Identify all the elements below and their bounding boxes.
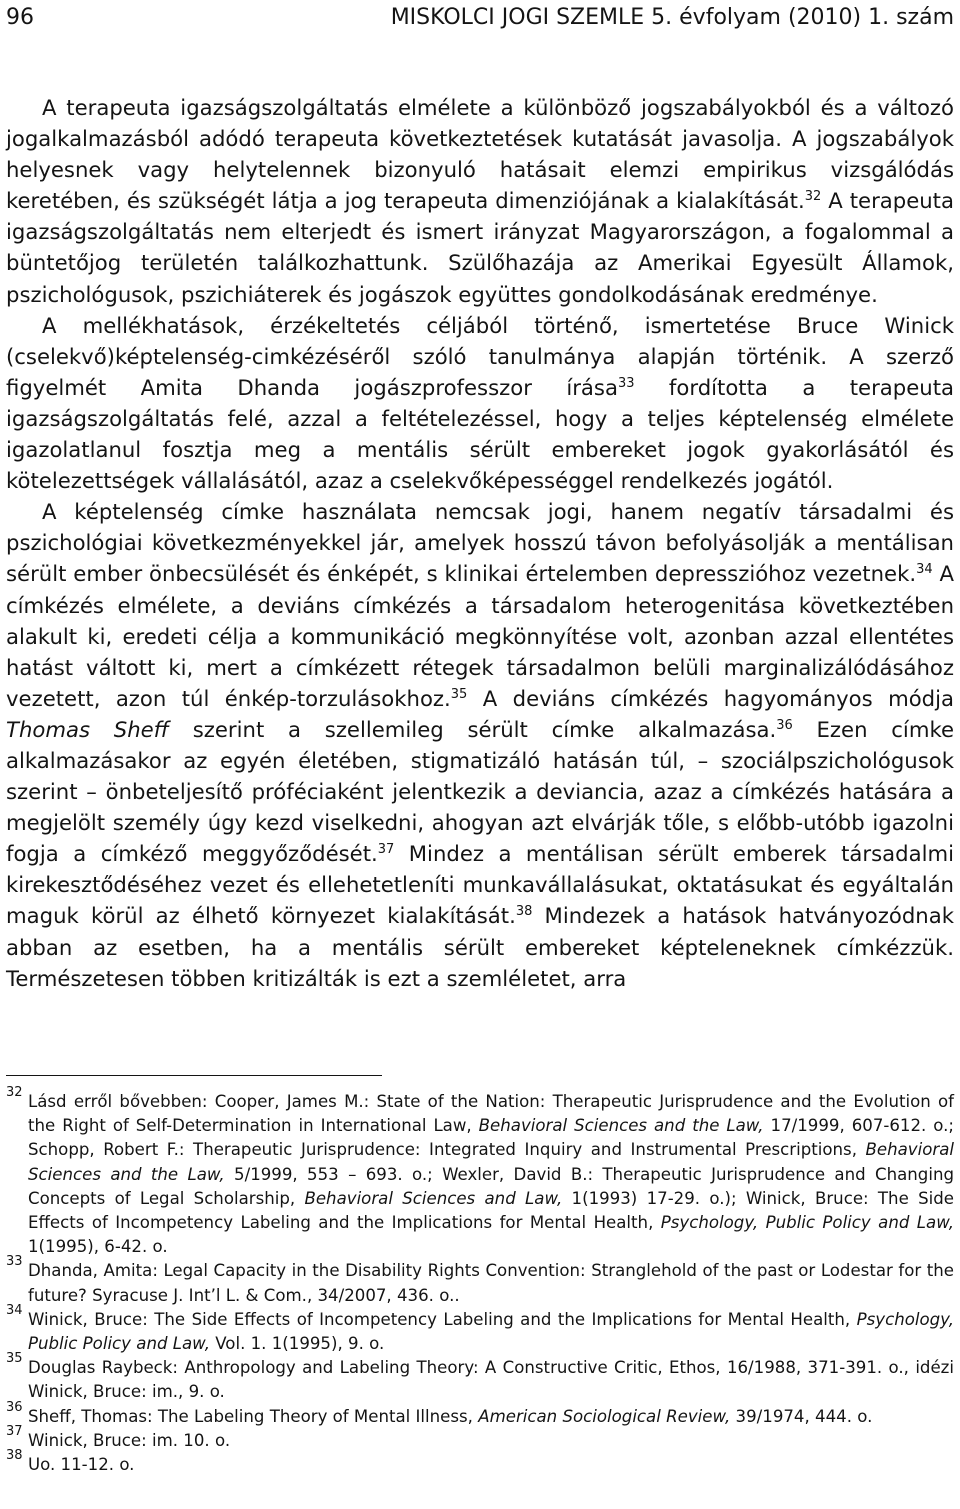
italic-text: Behavioral Sciences and the Law, <box>478 1116 764 1136</box>
text-run: 17/1999, 607-612. o.; Schopp, Robert F.: Therapeutic Jurisprudence: Integrated Inquiry and Instrumental Prescriptions, <box>28 1116 954 1160</box>
footnote <box>6 1254 954 1307</box>
document-page <box>6 0 954 1509</box>
italic-text: Behavioral Sciences and Law, <box>304 1188 563 1208</box>
footnote-ref: 36 <box>776 717 793 733</box>
text-run: szerint a szellemileg sérült címke alkalmazása. <box>168 716 777 742</box>
text-run: Dhanda, Amita: Legal Capacity in the Disability Rights Convention: Stranglehold of the past or Lodestar for the future? Syracuse J. Int’l L. & Com., 34/2007, 436. o.. <box>28 1261 954 1305</box>
footnote <box>6 1085 955 1259</box>
text-run: Uo. 11-12. o. <box>28 1455 135 1475</box>
text-run: Lásd erről bővebben: Cooper, James M.: State of the Nation: Therapeutic Jurisprudence and the Evolution of the Right of Self-Determination in International Law, <box>28 1092 954 1136</box>
footnote <box>6 1302 954 1356</box>
footnote-number: 37 <box>6 1423 23 1439</box>
page-number: 96 <box>6 5 34 30</box>
paragraph <box>6 496 954 994</box>
footnote-number: 35 <box>6 1351 23 1367</box>
footnote <box>6 1448 954 1477</box>
text-run: Mindezek a hatások hatványozódnak abban az esetben, ha a mentális sérült embereket képteleneknek címkézzük. Természetesen többen kritizálták is ezt a szemléletet, arra <box>6 903 954 991</box>
text-run: A képtelenség címke használata nemcsak jogi, hanem negatív társadalmi és pszichológiai következményekkel jár, amelyek hosszú távon befolyásolják a mentálisan sérült ember önbecsülését és énképét, s klinikai értelemben depresszióhoz vezetnek. <box>6 499 954 587</box>
footnote-number: 32 <box>6 1085 23 1100</box>
footnote-number: 36 <box>6 1399 23 1415</box>
text-run: Winick, Bruce: The Side Effects of Incompetency Labeling and the Implications for Mental Health, <box>28 1309 857 1329</box>
text-run: A terapeuta igazságszolgáltatás elmélete a különböző jogszabályokból és a változó jogalkalmazásból adódó terapeuta következtetések kutatását javasolja. A jogszabályok helyesnek vagy helytelennek bizonyuló hatásait elemzi empirikus vizsgálódás keretében, és szükségét látja a jog terapeuta dimenziójának a kialakítását. <box>6 95 954 214</box>
footnote <box>6 1399 954 1429</box>
italic-text: Thomas Sheff <box>6 716 169 742</box>
footnote-separator <box>6 1075 382 1076</box>
paragraph <box>6 92 954 310</box>
text-run: fordította a terapeuta igazságszolgáltatás felé, azzal a feltételezéssel, hogy a teljes képtelenség elmélete igazolatlanul fosztja meg a mentális sérült embereket jogok gyakorlásától és kötelezettségek vállalásától, azaz a cselekvőképességgel rendelkezés jogától. <box>6 374 954 494</box>
footnote-ref: 34 <box>916 562 933 578</box>
italic-text: Psychology, Public Policy and Law, <box>660 1213 955 1233</box>
footnote-ref: 38 <box>515 904 533 920</box>
text-run: Vol. 1. 1(1995), 9. o. <box>209 1334 385 1354</box>
text-run: A címkézés elmélete, a deviáns címkézés a társadalom heterogenitása következtében alakult ki, eredeti célja a kommunikáció megkönnyítése volt, azonban azzal ellentétes hatást váltott ki, mert a címkézett rétegek társadalmon belüli marginalizálódásához vezetett, azon túl énkép-torzulásokhoz. <box>6 561 954 711</box>
text-run: Mindez a mentálisan sérült emberek társadalmi kirekesztődéséhez vezet és ellehetetleníti munkavállalásukat, oktatásukat és egyáltalán maguk körül az élhető környezet kialakítását. <box>6 841 954 929</box>
footnote <box>6 1351 954 1404</box>
body-text <box>6 92 954 994</box>
text-run: 1(1993) 17-29. o.); Winick, Bruce: The Side Effects of Incompetency Labeling and the Implications for Mental Health, <box>28 1188 954 1233</box>
text-run: A mellékhatások, érzékeltetés céljából történő, ismertetése Bruce Winick (cselekvő)képtelenség-cimkézéséről szóló tanulmánya alapján történik. A szerző figyelmét Amita Dhanda jogászprofesszor írása <box>6 312 954 400</box>
text-run: Winick, Bruce: im. 10. o. <box>28 1430 231 1450</box>
text-run: Douglas Raybeck: Anthropology and Labeling Theory: A Constructive Critic, Ethos, 16/1988, 371-391. o., idézi Winick, Bruce: im., 9. o. <box>28 1358 954 1402</box>
text-run: 5/1999, 553 – 693. o.; Wexler, David B.: Therapeutic Jurisprudence and Changing Concepts of Legal Scholarship, <box>28 1164 954 1208</box>
paragraph <box>6 310 954 497</box>
footnote-ref: 35 <box>450 686 468 702</box>
italic-text: Behavioral Sciences and the Law, <box>28 1140 954 1184</box>
footnote-ref: 32 <box>804 189 822 205</box>
text-run: Ezen címke alkalmazásakor az egyén életében, stigmatizáló hatásán túl, – szociálpszichológusok szerint – önbeteljesítő próféciaként jelentkezik a deviancia, azaz a címkézés hatására a megjelölt személy úgy kezd viselkedni, ahogyan azt elvárják tőle, s előbb-utóbb igazolni fogja a címkéző meggyőződését. <box>6 716 955 867</box>
footnote <box>6 1423 954 1453</box>
footnote-number: 34 <box>6 1302 23 1318</box>
text-run: A deviáns címkézés hagyományos módja <box>467 685 954 711</box>
text-run: 1(1995), 6-42. o. <box>28 1237 168 1257</box>
italic-text: Psychology, Public Policy and Law, <box>28 1309 954 1354</box>
footnote-ref: 33 <box>617 375 635 391</box>
footnotes <box>6 1085 955 1477</box>
text-run: 39/1974, 444. o. <box>730 1406 873 1426</box>
footnote-number: 33 <box>6 1254 23 1270</box>
text-run: A terapeuta igazságszolgáltatás nem elterjedt és ismert irányzat Magyarországon, a fogalommal a büntetőjog területén találkozhattunk. Szülőhazája az Amerikai Egyesült Államok, pszichológusok, pszichiáterek és jogászok együttes gondolkodásának eredménye. <box>6 188 954 307</box>
running-title: MISKOLCI JOGI SZEMLE 5. évfolyam (2010) 1. szám <box>390 5 954 30</box>
footnote-number: 38 <box>6 1448 23 1464</box>
italic-text: American Sociological Review, <box>478 1406 731 1426</box>
footnote-ref: 37 <box>377 842 395 858</box>
page-header <box>6 4 954 32</box>
text-run: Sheff, Thomas: The Labeling Theory of Mental Illness, <box>28 1406 479 1426</box>
